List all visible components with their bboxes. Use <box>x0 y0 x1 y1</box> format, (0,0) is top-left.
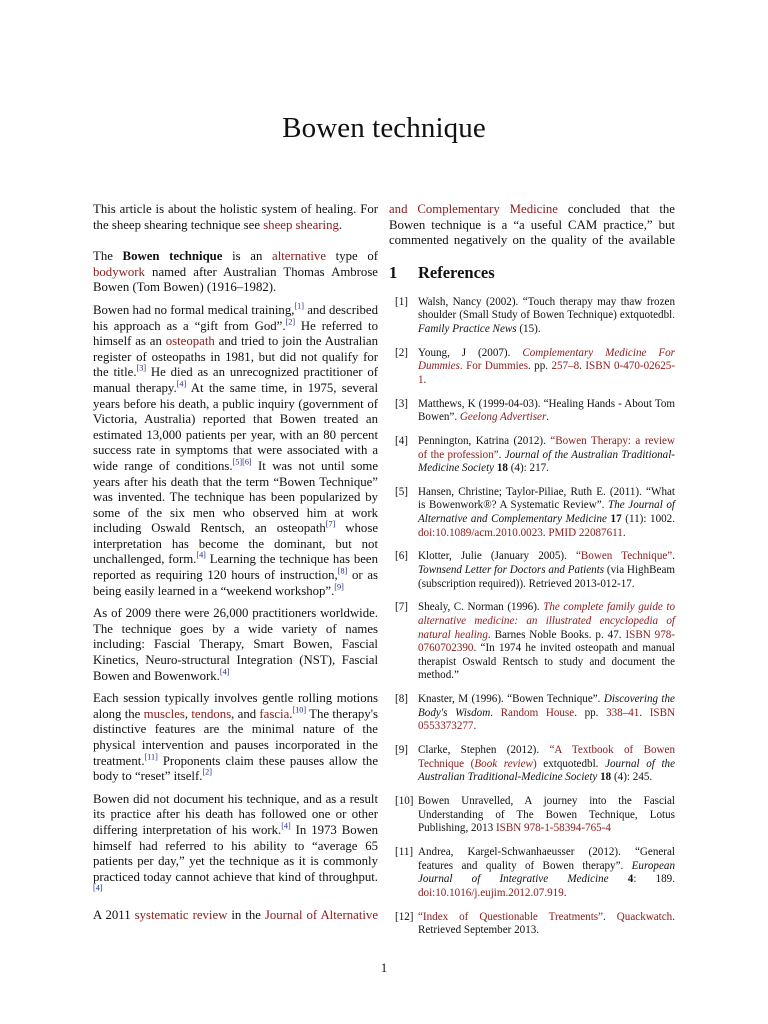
citation-4[interactable]: [4] <box>176 379 187 389</box>
reference-link[interactable]: “Index of Questionable Treatments” <box>418 910 604 923</box>
right-column <box>389 202 675 948</box>
reference-number: [12] <box>395 910 414 923</box>
citation-8[interactable]: [8] <box>337 566 348 576</box>
reference-number: [4] <box>395 434 408 447</box>
reference-fragment: . <box>473 720 477 733</box>
reference-number: [7] <box>395 601 408 614</box>
review-paragraph-tail: and Complementary Medicine concluded that the Bowen technique is a “a useful CAM practice,” but commented negatively on the quality of the available <box>389 202 675 249</box>
reference-item <box>389 744 675 785</box>
link-tendons[interactable]: tendons <box>191 706 232 721</box>
reference-text <box>418 486 675 540</box>
reference-link[interactable]: “Bowen Therapy: a review of the profession” <box>418 434 675 461</box>
reference-text <box>418 744 675 785</box>
reference-text <box>418 693 675 734</box>
reference-link[interactable]: doi:10.1016/j.eujim.2012.07.919 <box>418 886 564 899</box>
reference-link[interactable]: ISBN 0553373277 <box>418 706 676 733</box>
link-systematic-review[interactable]: systematic review <box>134 907 228 922</box>
link-sheep-shearing[interactable]: sheep shearing <box>263 217 339 232</box>
citation-7[interactable]: [7] <box>325 520 336 530</box>
reference-number: [8] <box>395 693 408 706</box>
citation-1[interactable]: [1] <box>294 301 304 311</box>
citation-11[interactable]: [11] <box>144 752 158 762</box>
reference-fragment: . <box>622 526 626 539</box>
reference-fragment: . Retrieved September 2013. <box>418 910 676 937</box>
session-paragraph: Each session typically involves gentle rolling motions along the muscles, tendons, and fascia.[10] The therapy's distinctive features are the minimal nature of the physical intervention and pauses incorporated in the treatment.[11] Proponents claim these pauses allow the body to “reset” itself.[2] <box>93 691 378 784</box>
citation-4[interactable]: [4] <box>93 884 103 894</box>
reference-source: Townsend Letter for Doctors and Patients <box>418 564 605 577</box>
reference-link[interactable]: PMID 22087611 <box>548 526 623 539</box>
reference-number: [11] <box>395 846 414 859</box>
reference-fragment: Clarke, Stephen (2012). <box>418 744 550 757</box>
reference-fragment: . <box>579 360 586 373</box>
reference-fragment: . <box>563 886 567 899</box>
page-number: 1 <box>380 961 388 975</box>
reference-fragment: . <box>639 706 650 719</box>
reference-number: [3] <box>395 397 408 410</box>
reference-item <box>389 601 675 683</box>
reference-fragment: Bowen Unravelled, A journey into the Fascial Understanding of The Bowen Technique, Lotus Publishing, 2013 <box>418 795 675 835</box>
reference-fragment: extquotedbl. <box>536 757 606 770</box>
reference-text <box>418 435 675 476</box>
reference-number: [6] <box>395 550 408 563</box>
citation-3[interactable]: [3] <box>136 364 147 374</box>
link-osteopath[interactable]: osteopath <box>165 334 215 349</box>
reference-volume: 4 <box>627 873 634 886</box>
citation-9[interactable]: [9] <box>334 582 344 592</box>
reference-text <box>418 296 675 337</box>
reference-fragment: . pp. <box>574 706 607 719</box>
reference-text <box>418 347 675 388</box>
reference-fragment: Shealy, C. Norman (1996). <box>418 601 544 614</box>
citation-4[interactable]: [4] <box>196 551 206 561</box>
reference-number: [1] <box>395 295 408 308</box>
reference-link[interactable]: Quackwatch <box>616 910 673 923</box>
reference-fragment: . <box>490 706 501 719</box>
reference-link[interactable]: ISBN 978-1-58394-765-4 <box>495 822 611 835</box>
citation-4[interactable]: [4] <box>219 667 230 677</box>
reference-fragment: Knaster, M (1996). “Bowen Technique”. <box>418 693 604 706</box>
link-journal-alt-comp-medicine[interactable]: and Complementary Medicine <box>389 202 558 216</box>
reference-item <box>389 693 675 734</box>
reference-fragment: (via HighBeam (subscription required)). Retrieved 2013-012-17. <box>418 564 675 590</box>
reference-item <box>389 550 675 591</box>
reference-volume: 17 <box>610 513 622 526</box>
reference-link[interactable]: 338–41 <box>606 706 640 719</box>
reference-fragment <box>609 873 628 885</box>
reference-fragment: (4): 245. <box>611 771 653 784</box>
reference-fragment: : 189. <box>633 873 675 886</box>
reference-fragment: . <box>542 526 549 539</box>
reference-volume: 18 <box>496 462 508 475</box>
reference-source: Journal of the Australian Traditional-Medicine Society <box>418 757 676 784</box>
reference-link[interactable]: ) <box>532 757 537 770</box>
reference-link[interactable]: Book review <box>474 757 533 770</box>
citation-10[interactable]: [10] <box>292 705 307 715</box>
reference-link[interactable]: ISBN 978-0760702390 <box>418 628 675 655</box>
reference-fragment: Young, J (2007). <box>418 346 523 359</box>
reference-fragment: . Barnes Noble Books. p. 47. <box>487 628 626 641</box>
reference-fragment: (15). <box>516 322 541 335</box>
reference-text <box>418 601 675 683</box>
reference-item <box>389 795 675 836</box>
page-title: Bowen technique <box>282 112 486 144</box>
reference-link[interactable]: ISBN 0-470-02625-1 <box>418 360 676 386</box>
reference-item <box>389 435 675 476</box>
reference-fragment: . pp. <box>528 360 552 373</box>
link-fascia[interactable]: fascia <box>259 706 290 721</box>
history-paragraph: Bowen had no formal medical training,[1] and described his approach as a “gift from God”.[2] He referred to himself as an osteopath and tried to join the Australian register of osteopaths in 1981, but did not qualify for the title.[3] He died as an unrecognized practitioner of manual therapy.[4] At the same time, in 1975, several years before his death, a public inquiry (government of Victoria, Australia) reported that Bowen treated an estimated 13,000 patients per year, with an 80 percent success rate in symptoms that were associated with a wide range of conditions.[5][6] It was not until some years after his death that the term “Bowen Technique” was invented. The technique has been popularized by some of the six men who observed him at work including Oswald Rentsch, an osteopath[7] whose interpretation has become the dominant, but not unchallenged, form.[4] Learning the technique has been reported as requiring 120 hours of instruction,[8] or as being easily learned in a “weekend workshop”.[9] <box>93 301 378 598</box>
reference-fragment: . <box>423 373 427 386</box>
reference-fragment: . <box>603 910 617 923</box>
reference-text <box>418 550 675 591</box>
documentation-paragraph: Bowen did not document his technique, and as a result its practice after his death has followed one or other differing interpretation of his work.[4] In 1973 Bowen himself had referred to his ability to “average 65 patients per day,” yet the technique as it is commonly practiced today cannot achieve that kind of throughput.[4] <box>93 791 378 894</box>
reference-fragment: Walsh, Nancy (2002). “Touch therapy may thaw frozen shoulder (Small Study of Bowen Technique) extquotedbl. <box>418 295 675 322</box>
references-list <box>389 296 675 938</box>
reference-fragment: Matthews, K (1999-04-03). “Healing Hands - About Tom Bowen”. <box>418 397 675 424</box>
reference-link[interactable]: “Bowen Technique” <box>575 550 673 563</box>
reference-source: The Journal of Alternative and Complementary Medicine <box>418 499 676 526</box>
reference-item <box>389 398 675 425</box>
reference-link[interactable]: Complementary Medicine For Dummies <box>418 346 675 373</box>
section-heading-references: 1 References <box>389 263 495 282</box>
reference-number: [10] <box>395 795 414 808</box>
reference-item <box>389 911 675 938</box>
citation-5-6[interactable]: [5][6] <box>232 457 252 467</box>
reference-source: Family Practice News <box>418 322 517 335</box>
reference-fragment: . <box>546 411 550 424</box>
reference-link[interactable]: doi:10.1089/acm.2010.0023 <box>418 526 543 539</box>
reference-fragment: . “In 1974 he invited osteopath and manual therapist Oswald Rentsch to study and document the method.” <box>418 642 675 682</box>
reference-number: [2] <box>395 346 408 359</box>
citation-4[interactable]: [4] <box>281 821 291 831</box>
reference-item <box>389 296 675 337</box>
reference-link[interactable]: Geelong Advertiser <box>459 411 547 424</box>
reference-text <box>418 911 675 938</box>
reference-fragment: (4): 217. <box>507 462 549 475</box>
reference-link[interactable]: . For Dummies <box>459 360 529 373</box>
reference-text <box>418 398 675 425</box>
reference-link[interactable]: Random House <box>500 706 575 719</box>
reference-fragment: (11): 1002. <box>621 513 675 526</box>
review-paragraph: A 2011 systematic review in the Journal of Alternative <box>93 908 378 925</box>
reference-fragment: Pennington, Katrina (2012). <box>418 434 551 447</box>
reference-number: [5] <box>395 485 408 498</box>
reference-fragment: . <box>498 448 505 461</box>
reference-item <box>389 846 675 900</box>
link-muscles[interactable]: muscles <box>143 706 185 721</box>
reference-text <box>418 795 675 836</box>
review-paragraph-continued <box>389 202 675 249</box>
reference-source: Journal of the Australian Traditional-Medicine Society <box>418 448 675 475</box>
link-journal-alt-comp-medicine[interactable]: Journal of Alternative <box>264 907 378 922</box>
reference-text <box>418 846 675 900</box>
reference-fragment: Hansen, Christine; Taylor-Piliae, Ruth E. (2011). “What is Bowenwork®? A Systematic Review”. <box>418 485 675 512</box>
reference-source: Discovering the Body's Wisdom <box>418 693 675 719</box>
reference-number: [9] <box>395 744 408 757</box>
reference-fragment: Andrea, Kargel-Schwanhaeusser (2012). “General features and quality of Bowen therapy”. <box>418 846 675 872</box>
reference-link[interactable]: The complete family guide to alternative medicine: an illustrated encyclopedia of natural healing <box>418 601 675 641</box>
citation-2[interactable]: [2] <box>202 767 212 777</box>
reference-volume: 18 <box>600 771 612 784</box>
reference-link[interactable]: 257–8 <box>551 360 580 373</box>
reference-link[interactable]: “A Textbook of Bowen Technique ( <box>418 744 675 770</box>
practitioners-paragraph: As of 2009 there were 26,000 practitioners worldwide. The technique goes by a wide variety of names including: Fascial Therapy, Smart Bowen, Fascial Kinetics, Neuro-structural Integration (NST), Fascial Bowen and Bowenwork.[4] <box>93 606 378 683</box>
reference-item <box>389 347 675 388</box>
reference-source: European Journal of Integrative Medicine <box>418 859 675 886</box>
link-bodywork[interactable]: bodywork <box>93 264 145 279</box>
reference-fragment: Klotter, Julie (January 2005). <box>418 550 576 563</box>
intro-paragraph: The Bowen technique is an alternative type of bodywork named after Australian Thomas Ambrose Bowen (Tom Bowen) (1916–1982). <box>93 249 378 295</box>
link-alternative[interactable]: alternative <box>272 249 327 264</box>
reference-item <box>389 486 675 540</box>
citation-2[interactable]: [2] <box>285 317 296 327</box>
term-bowen-technique: Bowen technique <box>122 249 223 264</box>
left-column <box>93 202 378 925</box>
reference-fragment: . <box>672 550 675 563</box>
hatnote: This article is about the holistic system of healing. For the sheep shearing technique see sheep shearing. <box>93 202 378 232</box>
